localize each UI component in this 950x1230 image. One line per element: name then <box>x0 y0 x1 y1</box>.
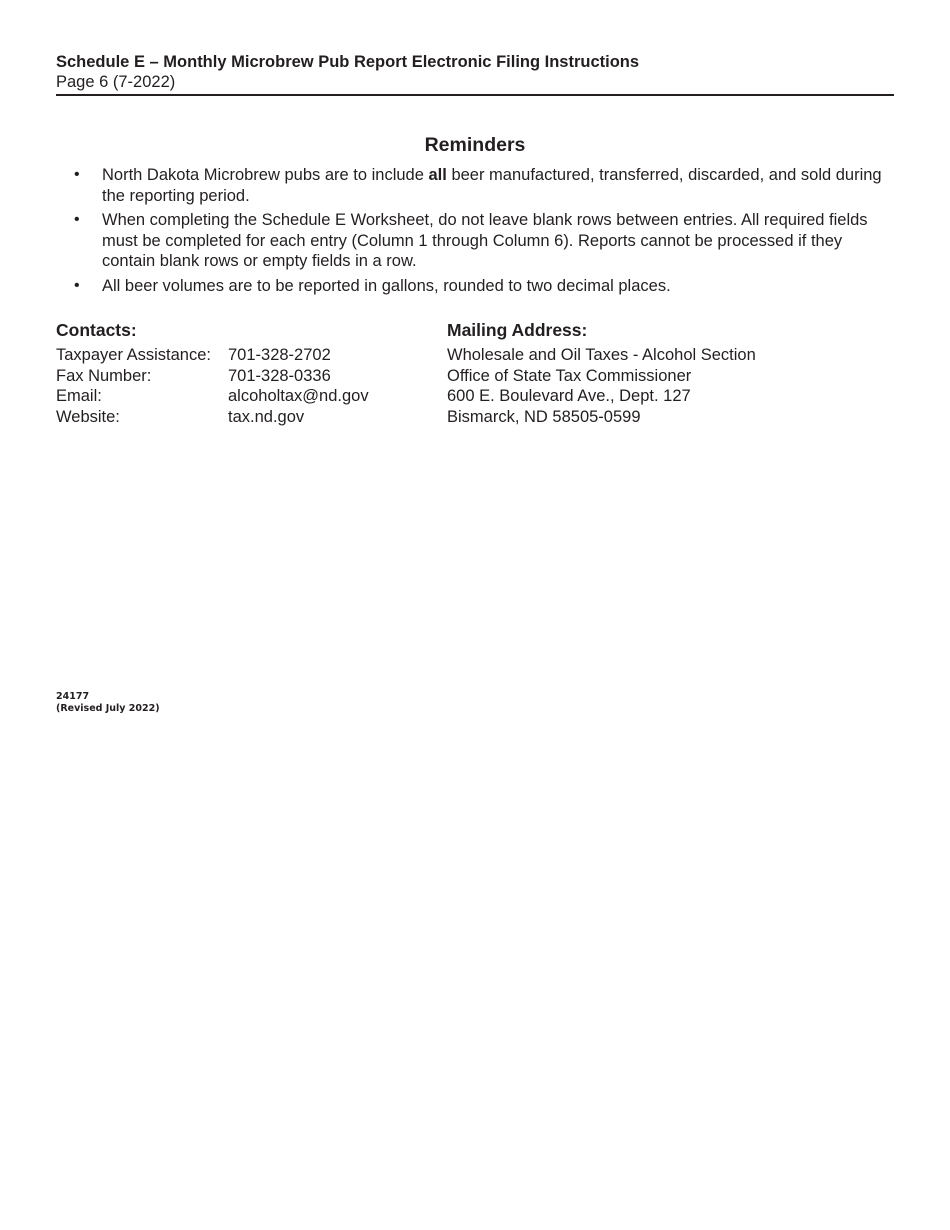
table-row <box>56 386 369 407</box>
contact-phone: 701-328-2702 <box>228 346 331 364</box>
contact-website: tax.nd.gov <box>228 407 305 426</box>
reminder-text: All beer volumes are to be reported in gallons, rounded to two decimal places. <box>102 276 671 295</box>
address-line: Bismarck, ND 58505-0599 <box>447 407 641 426</box>
list-item <box>74 276 884 297</box>
table-row <box>56 407 369 428</box>
bullet-icon: • <box>74 211 80 228</box>
contacts-heading: Contacts: <box>56 320 137 340</box>
document-title: Schedule E – Monthly Microbrew Pub Report Electronic Filing Instructions <box>56 53 640 71</box>
page-header <box>56 52 894 96</box>
contact-label: Website: <box>56 407 120 426</box>
reminder-text: When completing the Schedule E Worksheet, do not leave blank rows between entries. All required fields must be completed for each entry (Column 1 through Column 6). Reports cannot be processed if they contain blank rows or empty fields in a row. <box>102 211 868 270</box>
table-row <box>56 366 369 387</box>
form-footer <box>56 691 160 714</box>
reminder-emphasis: all <box>428 166 447 184</box>
reminders-list <box>74 165 884 300</box>
list-item <box>74 210 884 272</box>
mailing-address <box>447 345 756 427</box>
form-number: 24177 <box>56 691 90 702</box>
bullet-icon: • <box>74 166 80 183</box>
table-row <box>56 345 369 366</box>
mailing-address-heading: Mailing Address: <box>447 320 588 340</box>
reminder-text: North Dakota Microbrew pubs are to include <box>102 166 429 184</box>
contact-email: alcoholtax@nd.gov <box>228 387 369 405</box>
contact-label: Fax Number: <box>56 366 152 385</box>
contact-label: Taxpayer Assistance: <box>56 346 211 364</box>
list-item <box>74 165 884 206</box>
contacts-table <box>56 345 369 427</box>
bullet-icon: • <box>74 276 80 294</box>
address-line: 600 E. Boulevard Ave., Dept. 127 <box>447 387 691 405</box>
reminder-text: beer manufactured, transferred, discarded, and sold during the reporting period. <box>102 166 882 205</box>
contact-label: Email: <box>56 387 102 405</box>
page-number: Page 6 (7-2022) <box>56 73 176 91</box>
reminders-heading: Reminders <box>424 134 526 156</box>
revision-date: (Revised July 2022) <box>56 702 160 714</box>
address-line: Wholesale and Oil Taxes - Alcohol Section <box>447 346 756 364</box>
address-line: Office of State Tax Commissioner <box>447 366 692 385</box>
contact-fax: 701-328-0336 <box>228 366 331 385</box>
